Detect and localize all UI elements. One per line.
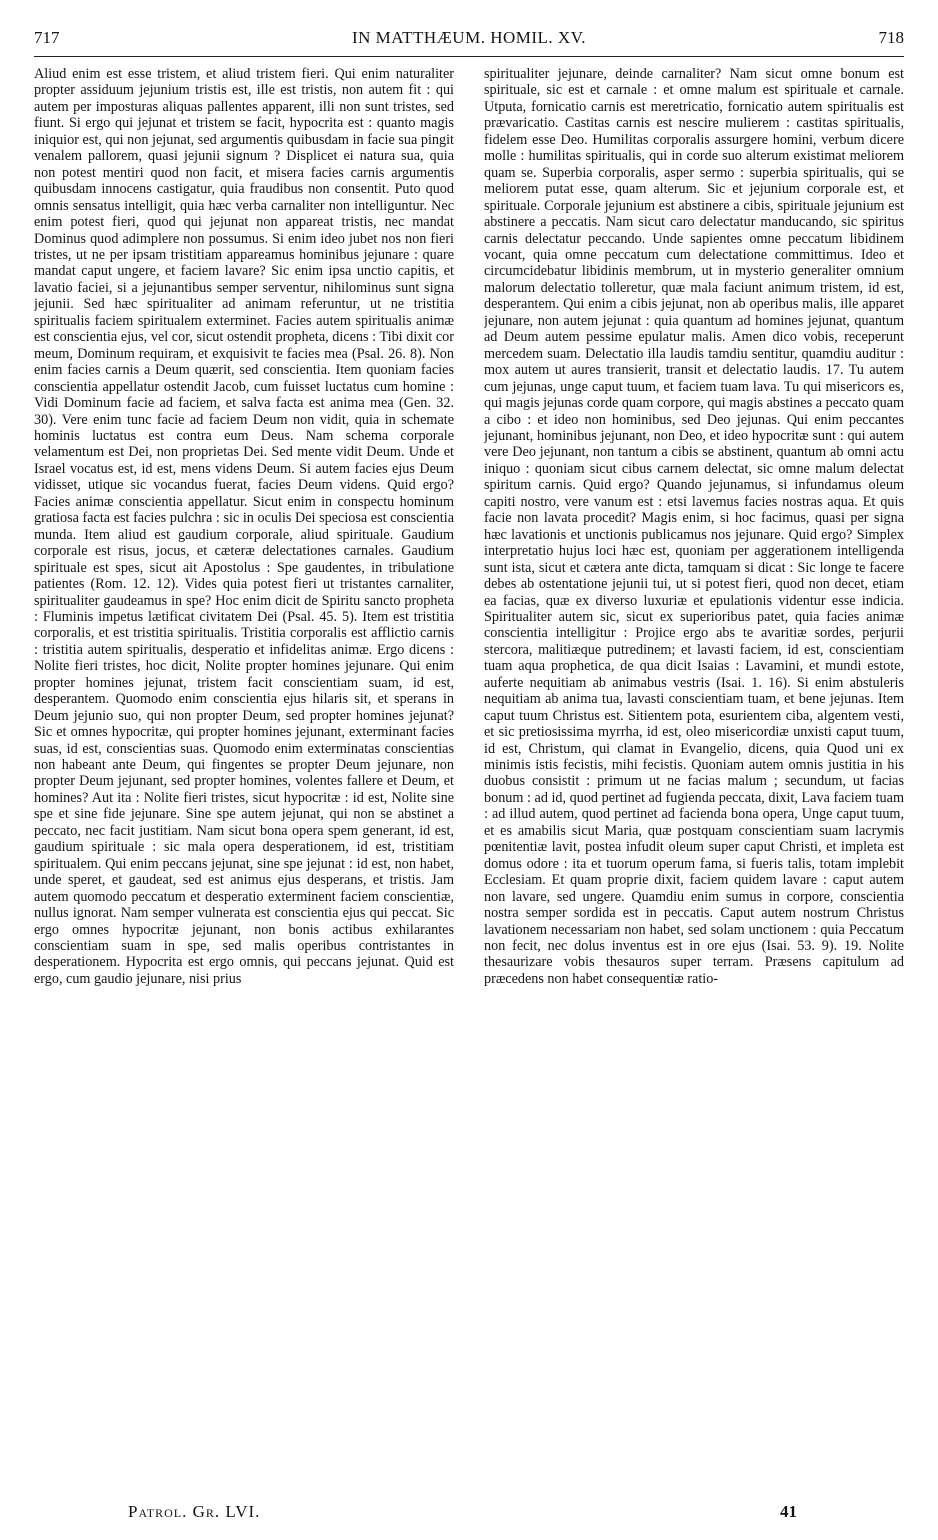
page-header bbox=[34, 28, 904, 58]
header-rule bbox=[34, 56, 904, 57]
footer-signature: 41 bbox=[780, 1502, 797, 1521]
footer-source: Patrol. Gr. LVI. bbox=[128, 1502, 261, 1521]
page-footer bbox=[34, 1502, 904, 1528]
page-number-left: 717 bbox=[34, 28, 60, 47]
left-column-text: Aliud enim est esse tristem, et aliud tristem fieri. Qui enim naturaliter propter assiduum jejunium tristis est, ille est tristis, non autem fit : qui autem per imposturas aliquas pallentes apparent, illi non sunt tristes, sed fiunt. Si ergo qui jejunat et tristem se facit, hypocrita est : quanto magis iniquior est, qui non jejunat, sed argumentis quibusdam in facie sua pingit venalem pallorem, quasi jejunii signum ? Displicet ei natura sua, quia non potest mentiri quod non facit, et misera facies carnis argumentis quibusdam innocens castigatur, quia fraudibus non consentit. Puto quod omnis sensatus intelligit, quia hæc verba carnaliter non intelliguntur. Nec enim potest fieri, quod qui jejunat non appareat tristis, nec mandat Dominus quod adimplere non possumus. Si enim ideo jubet nos non fieri tristes, ut ne per ipsam tristitiam appareamus hominibus jejunare : quare mandat caput ungere, et faciem lavare? Sic enim ipsa unctio capitis, et lavatio faciei, si a jejunantibus semper serventur, nihilominus sunt signa jejunii. Sed hæc spiritualiter ad animam referuntur, ut ne tristitia spiritualis faciem spiritualem exterminet. Facies autem spiritualis animæ est conscientia ejus, vel cor, sicut ostendit propheta, dicens : Tibi dixit cor meum, Dominum requiram, et exquisivit te facies mea (Psal. 26. 8). Non enim facies carnis a Deum quærit, sed conscientia. Item quoniam facies conscientia appellatur ostendit Jacob, cum fuisset luctatus cum homine : Vidi Dominum facie ad faciem, et salva facta est anima mea (Gen. 32. 30). Vere enim tunc facie ad faciem Deum non vidit, quia in schemate hominis luctatus est contra eum Deus. Nam schema corporale velamentum est Dei, non proprietas Dei. Sed mente vidit Deum. Unde et Israel vocatus est, id est, mens videns Deum. Si autem facies ejus Deum vidisset, utique sic vocandus fuerat, facies Deum videns. Quid ergo? Facies animæ conscientia appellatur. Sicut enim in conspectu hominum gratiosa facta est facies pulchra : sic in oculis Dei speciosa est conscientia munda. Item aliud est gaudium corporale, aliud spirituale. Gaudium corporale est risus, jocus, et cæteræ delectationes carnales. Gaudium spirituale est spes, sicut ait Apostolus : Spe gaudentes, in tribulatione patientes (Rom. 12. 12). Vides quia potest fieri ut tristantes carnaliter, spiritualiter gaudeamus in spe? Hoc enim dicit de Spiritu sancto propheta : Fluminis impetus lætificat civitatem Dei (Psal. 45. 5). Item est tristitia corporalis, et est tristitia spiritualis. Tristitia corporalis est afflictio carnis : tristitia autem spiritualis, desperatio et infidelitas animæ. Ergo dicens : Nolite fieri tristes, hoc dicit, Nolite propter homines jejunare. Qui enim propter homines jejunat, tristem facit conscientiam suam, id est, desperantem. Quomodo enim conscientia ejus hilaris sit, et sperans in Deum jejunio suo, qui non propter Deum, sed propter homines jejunat? Sic et omnes hypocritæ, qui propter homines jejunant, exterminant facies suas, id est, conscientias suas. Quomodo enim exterminatas conscientias non habeant ante Deum, qui fingentes se propter Deum jejunare, non propter Deum jejunant, sed propter homines, volentes fallere et Deum, et homines? Aut ita : Nolite fieri tristes, sicut hypocritæ : id est, Nolite sine spe et sine fide jejunare. Sine spe autem jejunat, qui non se abstinet a peccato, nec facit justitiam. Nam sicut bona opera spem generant, id est, gaudium spirituale : sic mala opera desperationem, id est, tristitiam spiritualem. Qui enim peccans jejunat, sine spe jejunat : id est, non habet, unde speret, et gaudeat, sed est animus ejus desperans, et tristis. Jam autem quomodo peccatum et desperatio exterminent faciem conscientiæ, nullus ignorat. Nam semper vulnerata est conscientia ejus qui peccat. Sic ergo omnes hypocritæ jejunant, non bonis actibus exhilarantes conscientiam suam in spe, sed malis operibus contristantes in desperationem. Hypocrita est ergo omnis, qui peccans jejunat. Quid est ergo, cum gaudio jejunare, nisi prius bbox=[34, 66, 454, 987]
page-number-right: 718 bbox=[878, 28, 904, 47]
right-column bbox=[484, 66, 904, 1486]
running-title: IN MATTHÆUM. HOMIL. XV. bbox=[351, 28, 587, 47]
right-column-text: spiritualiter jejunare, deinde carnaliter? Nam sicut omne bonum est spirituale, sic est et carnale : et omne malum est spirituale et carnale. Utputa, fornicatio carnis est meretricatio, fornicatio autem spiritualis est prævaricatio. Castitas carnis est nescire mulierem : castitas spiritualis, fidelem esse Deo. Humilitas corporalis assurgere homini, verbum dicere molle : humilitas spiritualis, qui in corde suo alterum existimat meliorem quam se. Superbia corporalis, asper sermo : superbia spiritualis, qui se meliorem putat esse, quam alterum. Sic et jejunium corporale est, et spirituale. Corporale jejunium est abstinere a cibis, spirituale jejunium est abstinere a peccatis. Nam sicut caro delectatur manducando, sic spiritus carnis delectatur peccando. Unde sapientes omne peccatum libidinem vocant, quia omne peccatum cum delectatione committimus. Ideo et circumcidebatur libidinis membrum, ut in mysterio generaliter omnium malorum delectatio tolleretur, quæ mala faciunt animum tristem, id est, desperantem. Qui enim a cibis jejunat, non ab operibus malis, ille apparet jejunare, non autem jejunat : quia quantum ad homines jejunat, quantum ad Deum autem pessime epulatur malis. Amen dico vobis, receperunt mercedem suam. Delectatio illa laudis tamdiu sentitur, quamdiu auditur : mox autem ut aures transierit, transit et delectatio laudis. 17. Tu autem cum jejunas, unge caput tuum, et faciem tuam lava. Tu qui misericors es, qui magis jejunas corde quam corpore, qui magis abstines a peccato quam a cibo : et ideo non hominibus, sed Deo jejunas. Qui enim peccantes jejunant, hominibus jejunant, non Deo, et ideo hypocritæ sunt : qui autem vere Deo jejunant, non tantum a cibis se abstinent, quantum ab omni actu iniquo : quoniam sicut cibus carnem delectat, sic omne malum delectat spiritum carnis. Quid ergo? Quando jejunamus, si infundamus oleum capiti nostro, vere vanum est : etsi lavemus facies nostras aqua. Et quis facie non lavata procedit? Magis enim, si hoc facimus, quasi per signa hæc lavationis et unctionis publicamus nos jejunare. Quid ergo? Simplex interpretatio hujus loci hæc est, quoniam per aggerationem intelligenda sunt ista, sicut et cætera ante dicta, tamquam si dicat : Sic longe te facere debes ab ostentatione jejunii tui, ut si potest fieri, quod non decet, etiam ea facias, quæ ex diverso luxuriæ et epulationis videntur esse indicia. Spiritualiter autem sic, sicut ex superioribus patet, quia facies animæ conscientia intelligitur : Projice ergo abs te avaritiæ sordes, perjurii stercora, malitiæque putredinem; et lavasti faciem, id est, conscientiam tuam aqua prophetica, de qua dicit Isaias : Lavamini, et mundi estote, auferte nequitiam ab animabus vestris (Isai. 1. 16). Si enim abstuleris nequitiam ab anima tua, lavasti conscientiam tuam, et bene jejunas. Item caput tuum Christus est. Sitientem pota, esurientem ciba, algentem vesti, et sic pretiosissima myrrha, id est, oleo misericordiæ unxisti caput tuum, id est, Christum, qui clamat in Evangelio, dicens, quia Quod uni ex minimis istis fecistis, mihi fecistis. Quoniam autem omnis justitia in his duobus consistit : primum ut ne facias malum ; secundum, ut facias bonum : ad id, quod pertinet ad fugienda peccata, dixit, Lava faciem tuam : ad illud autem, quod pertinet ad facienda bona opera, Unge caput tuum, et es amabilis sicut Maria, quæ postquam conscientiam suam lacrymis pœnitentiæ lavit, postea infudit oleum super caput Christi, et impleta est domus odore : ita et tuorum operum fama, si fueris talis, totam implebit Ecclesiam. Et quam proprie dixit, faciem quidem lavare : caput autem non lavare, sed ungere. Quamdiu enim sumus in corpore, conscientia nostra semper sordida est in peccatis. Caput autem nostrum Christus lavationem necessariam non habet, sed solam unctionem : quia Peccatum non fecit, nec dolus inventus est in ore ejus (Isai. 53. 9). 19. Nolite thesaurizare vobis thesauros super terram. Præsens capitulum ad præcedens non habet consequentiæ ratio- bbox=[484, 66, 904, 987]
left-column bbox=[34, 66, 454, 1486]
